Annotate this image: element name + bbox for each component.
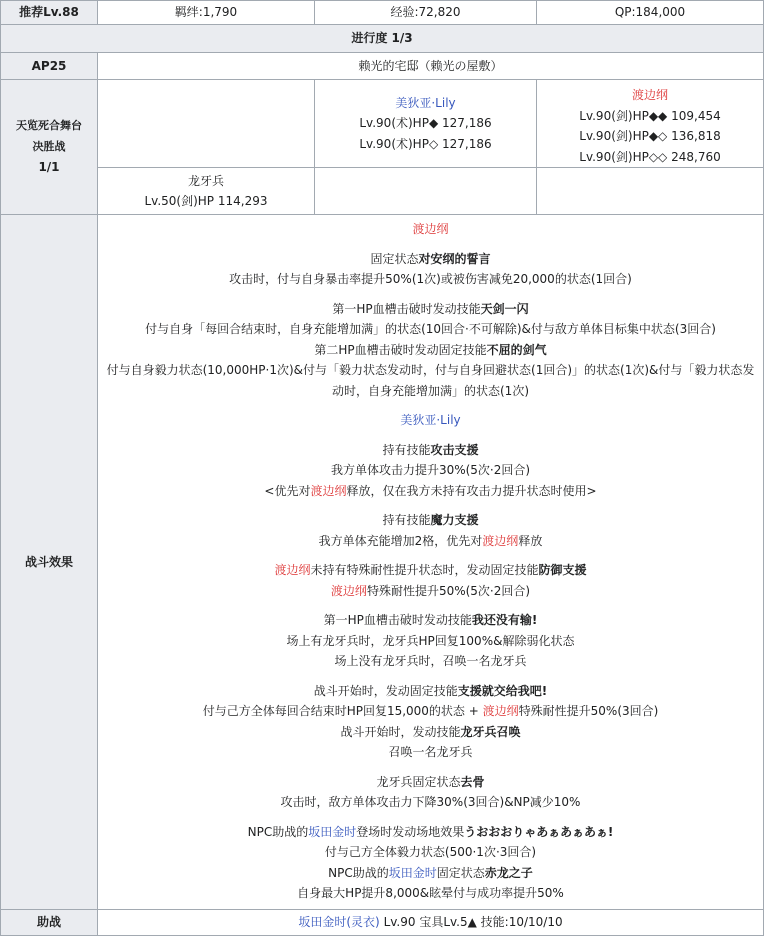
- enemy-name[interactable]: 美狄亚·Lily: [395, 95, 456, 110]
- support-details: Lv.90 宝具Lv.5▲ 技能:10/10/10: [379, 914, 563, 929]
- enemy-hp: Lv.90(术)HP◆ 127,186: [359, 116, 492, 131]
- support-row: [1, 909, 764, 935]
- effect-line: 付与自身「每回合结束时，自身充能增加满」的状态(10回合·不可解除)&付与敌方单体目标集中状态(3回合): [145, 322, 716, 336]
- effect-line: 龙牙兵固定状态去骨: [376, 774, 485, 789]
- ap-row: [1, 53, 764, 80]
- battle-effects-row: [1, 215, 764, 910]
- enemy-row-2: [1, 168, 764, 215]
- header-row: [1, 1, 764, 25]
- battle-effects: [98, 215, 764, 910]
- enemy-hp: Lv.90(剑)HP◆◆ 109,454: [579, 108, 721, 123]
- effect-line: 固定状态对安纲的誓言: [370, 251, 491, 266]
- support-label: 助战: [1, 909, 98, 935]
- effect-line: 自身最大HP提升8,000&眩晕付与成功率提升50%: [297, 886, 564, 900]
- enemy-empty-3: [537, 168, 764, 215]
- effect-line: 持有技能攻击支援: [382, 442, 479, 457]
- section-watanabe[interactable]: 渡边纲: [412, 222, 449, 236]
- effect-line: 场上有龙牙兵时，龙牙兵HP回复100%&解除弱化状态: [286, 633, 575, 648]
- enemy-row-1: [1, 80, 764, 168]
- effect-line: <优先对渡边纲释放，仅在我方未持有攻击力提升状态时使用>: [264, 483, 597, 498]
- stage-wave: 1/1: [38, 160, 60, 175]
- progress-title: 进行度 1/3: [1, 25, 764, 53]
- effect-line: 第二HP血槽击破时发动固定技能不屈的剑气: [314, 342, 547, 357]
- effect-line: 持有技能魔力支援: [382, 513, 479, 527]
- effect-line: 战斗开始时，发动固定技能支援就交给我吧!: [313, 683, 548, 698]
- progress-row: [1, 25, 764, 53]
- support-servant-link[interactable]: 坂田金时(灵衣): [298, 914, 380, 929]
- effect-line: NPC助战的坂田金时登场时发动场地效果うおおおりゃあぁあぁあぁ!: [247, 824, 614, 839]
- effect-line: 战斗开始时，发动技能龙牙兵召唤: [340, 724, 521, 739]
- recommend-level: 推荐Lv.88: [1, 1, 98, 25]
- effect-line: 攻击时，敌方单体攻击力下降30%(3回合)&NP减少10%: [280, 795, 581, 809]
- enemy-hp: Lv.50(剑)HP 114,293: [144, 194, 268, 208]
- enemy-hp: Lv.90(剑)HP◆◇ 136,818: [579, 129, 721, 143]
- effect-line: 召唤一名龙牙兵: [388, 745, 473, 759]
- effect-line: 付与自身毅力状态(10,000HP·1次)&付与「毅力状态发动时，付与自身回避状态(1回合)」的状态(1次)&付与「毅力状态发动时，自身充能增加满」的状态(1次): [106, 363, 755, 398]
- enemy-hp: Lv.90(术)HP◇ 127,186: [359, 136, 492, 151]
- enemy-name[interactable]: 渡边纲: [631, 88, 668, 102]
- enemy-dragon-tooth: [98, 168, 315, 215]
- battle-effects-label: 战斗效果: [1, 215, 98, 910]
- effect-line: 攻击时，付与自身暴击率提升50%(1次)或被伤害减免20,000的状态(1回合): [229, 272, 632, 286]
- stage-name-line1: 天览死合舞台: [16, 119, 82, 133]
- bond-value: 羁绊:1,790: [98, 1, 315, 25]
- enemy-medea-lily: [315, 80, 537, 168]
- ap-cost: AP25: [1, 53, 98, 80]
- effect-line: 第一HP血槽击破时发动技能天剑一闪: [332, 301, 529, 316]
- stage-name-line2: 决胜战: [32, 139, 66, 153]
- enemy-hp: Lv.90(剑)HP◇◇ 248,760: [579, 149, 721, 164]
- stage-name: [1, 80, 98, 215]
- location-name: 赖光的宅邸（赖光の屋敷）: [98, 53, 764, 80]
- effect-line: 渡边纲未持有特殊耐性提升状态时，发动固定技能防御支援: [274, 563, 587, 577]
- effect-line: 场上没有龙牙兵时，召唤一名龙牙兵: [334, 654, 527, 668]
- enemy-empty-2: [315, 168, 537, 215]
- enemy-name: 龙牙兵: [187, 173, 224, 188]
- effect-line: 我方单体充能增加2格，优先对渡边纲释放: [318, 533, 543, 548]
- effect-line: 第一HP血槽击破时发动技能我还没有输!: [323, 613, 538, 627]
- effect-line: NPC助战的坂田金时固定状态赤龙之子: [328, 865, 533, 880]
- effect-line: 付与己方全体每回合结束时HP回复15,000的状态 + 渡边纲特殊耐性提升50%(3回合): [202, 704, 659, 718]
- enemy-empty-1: [98, 80, 315, 168]
- effect-line: 付与己方全体毅力状态(500·1次·3回合): [324, 845, 537, 859]
- section-medea-lily[interactable]: 美狄亚·Lily: [400, 413, 461, 427]
- support-info: [98, 909, 764, 935]
- effect-line: 我方单体攻击力提升30%(5次·2回合): [330, 463, 531, 477]
- effect-line: 渡边纲特殊耐性提升50%(5次·2回合): [330, 583, 531, 598]
- qp-value: QP:184,000: [537, 1, 764, 25]
- exp-value: 经验:72,820: [315, 1, 537, 25]
- enemy-watanabe: [537, 80, 764, 168]
